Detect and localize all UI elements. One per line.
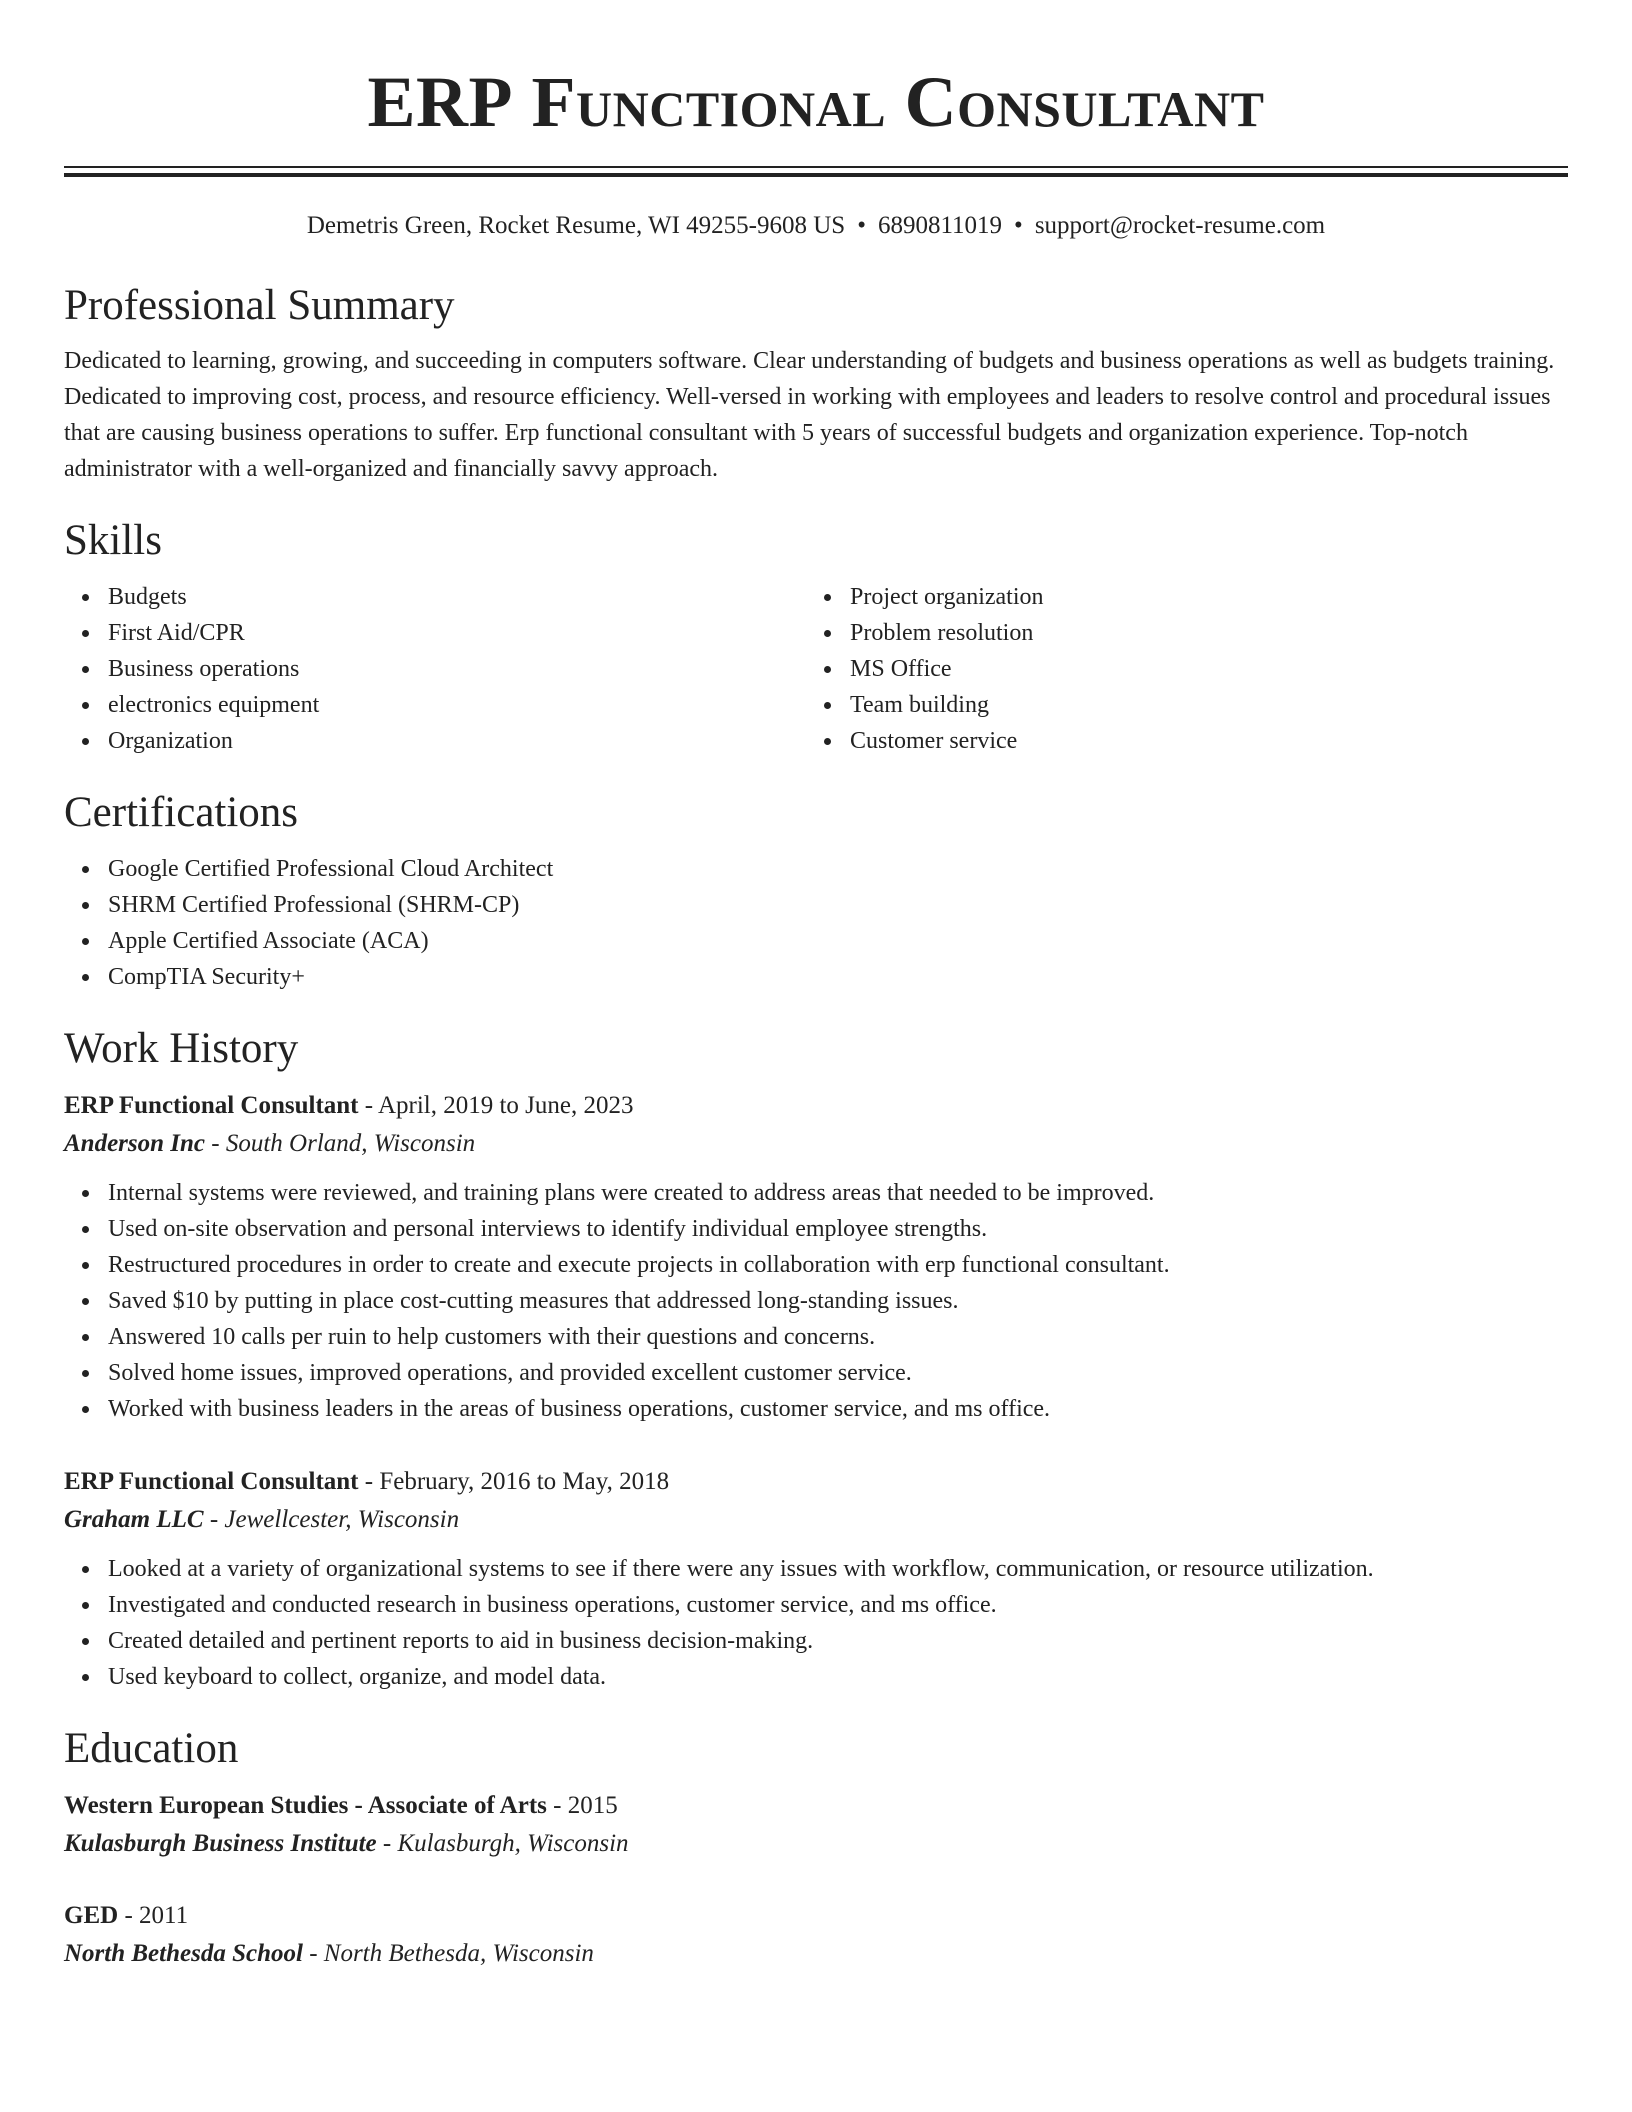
skills-section	[64, 515, 1568, 759]
job-bullets	[64, 1175, 1568, 1427]
job-dates: - February, 2016 to May, 2018	[358, 1468, 670, 1495]
education-location: - Kulasburgh, Wisconsin	[376, 1830, 629, 1857]
title-acronym: ERP	[367, 62, 514, 142]
page-title	[64, 0, 1568, 144]
education-year: - 2015	[546, 1792, 618, 1819]
skills-list-right	[806, 579, 1568, 759]
skill-item: Budgets	[108, 579, 806, 615]
education-school: Kulasburgh Business Institute	[64, 1830, 377, 1857]
job-dates: - April, 2019 to June, 2023	[358, 1092, 634, 1119]
job-bullet: Answered 10 calls per ruin to help customers with their questions and concerns.	[108, 1319, 1568, 1355]
certification-item: CompTIA Security+	[108, 959, 1568, 995]
education-school-line	[64, 1825, 1568, 1863]
certifications-list	[64, 851, 1568, 995]
summary-text: Dedicated to learning, growing, and succeeding in computers software. Clear understanding of budgets and business operations as well as budgets training. Dedicated to improving cost, process, and resource efficiency. Well-versed in working with employees and leaders to resolve control and procedural issues that are causing business operations to suffer. Erp functional consultant with 5 years of successful budgets and organization experience. Top-notch administrator with a well-organized and financially savvy approach.	[64, 348, 1555, 482]
job-title: ERP Functional Consultant	[64, 1092, 359, 1119]
skill-item: Project organization	[850, 579, 1568, 615]
education-degree: GED	[64, 1902, 119, 1929]
certification-item: SHRM Certified Professional (SHRM-CP)	[108, 887, 1568, 923]
summary-section	[64, 280, 1568, 487]
contact-phone: 6890811019	[877, 212, 1003, 239]
job-bullet: Created detailed and pertinent reports to aid in business decision-making.	[108, 1623, 1568, 1659]
education-degree: Western European Studies - Associate of Arts	[64, 1792, 547, 1819]
job-company-line	[64, 1501, 1568, 1539]
job-bullet: Internal systems were reviewed, and training plans were created to address areas that needed to be improved.	[108, 1175, 1568, 1211]
skills-list-left	[64, 579, 806, 759]
job-entry	[64, 1087, 1568, 1427]
contact-email: support@rocket-resume.com	[1034, 212, 1326, 239]
job-bullet: Used keyboard to collect, organize, and model data.	[108, 1659, 1568, 1695]
education-school-line	[64, 1935, 1568, 1973]
job-bullet: Solved home issues, improved operations, and provided excellent customer service.	[108, 1355, 1568, 1391]
education-section	[64, 1723, 1568, 1973]
summary-heading: Professional Summary	[64, 282, 455, 329]
job-bullet: Used on-site observation and personal interviews to identify individual employee strengths.	[108, 1211, 1568, 1247]
job-title: ERP Functional Consultant	[64, 1468, 359, 1495]
skill-item: Business operations	[108, 651, 806, 687]
job-bullet: Looked at a variety of organizational systems to see if there were any issues with workflow, communication, or resource utilization.	[108, 1551, 1568, 1587]
title-rest: Functional Consultant	[513, 62, 1265, 142]
education-header	[64, 1897, 1568, 1935]
education-year: - 2011	[118, 1902, 189, 1929]
skill-item: MS Office	[850, 651, 1568, 687]
education-header	[64, 1787, 1568, 1825]
work-history-heading: Work History	[64, 1025, 299, 1072]
education-location: - North Bethesda, Wisconsin	[302, 1940, 594, 1967]
education-heading: Education	[64, 1725, 239, 1772]
job-header	[64, 1463, 1568, 1501]
certification-item: Google Certified Professional Cloud Architect	[108, 851, 1568, 887]
job-bullet: Investigated and conducted research in business operations, customer service, and ms office.	[108, 1587, 1568, 1623]
work-history-section	[64, 1023, 1568, 1695]
job-bullet: Worked with business leaders in the areas of business operations, customer service, and ms office.	[108, 1391, 1568, 1427]
job-bullet: Saved $10 by putting in place cost-cutting measures that addressed long-standing issues.	[108, 1283, 1568, 1319]
contact-separator: •	[1014, 212, 1023, 239]
skill-item: First Aid/CPR	[108, 615, 806, 651]
job-bullet: Restructured procedures in order to create and execute projects in collaboration with erp functional consultant.	[108, 1247, 1568, 1283]
skill-item: electronics equipment	[108, 687, 806, 723]
certification-item: Apple Certified Associate (ACA)	[108, 923, 1568, 959]
job-entry	[64, 1463, 1568, 1695]
contact-separator: •	[857, 212, 866, 239]
job-location: - Jewellcester, Wisconsin	[203, 1506, 460, 1533]
skill-item: Team building	[850, 687, 1568, 723]
job-company-line	[64, 1125, 1568, 1163]
job-location: - South Orland, Wisconsin	[205, 1130, 476, 1157]
skills-heading: Skills	[64, 517, 162, 564]
skills-columns	[64, 579, 1568, 759]
job-company: Anderson Inc	[64, 1130, 206, 1157]
education-entry	[64, 1787, 1568, 1863]
education-entry	[64, 1897, 1568, 1973]
contact-line	[64, 210, 1568, 242]
certifications-section	[64, 787, 1568, 995]
skill-item: Customer service	[850, 723, 1568, 759]
skill-item: Organization	[108, 723, 806, 759]
education-school: North Bethesda School	[64, 1940, 303, 1967]
title-divider	[64, 166, 1568, 177]
job-header	[64, 1087, 1568, 1125]
job-bullets	[64, 1551, 1568, 1695]
skill-item: Problem resolution	[850, 615, 1568, 651]
job-company: Graham LLC	[64, 1506, 204, 1533]
contact-address: Demetris Green, Rocket Resume, WI 49255-9608 US	[306, 212, 846, 239]
certifications-heading: Certifications	[64, 789, 299, 836]
